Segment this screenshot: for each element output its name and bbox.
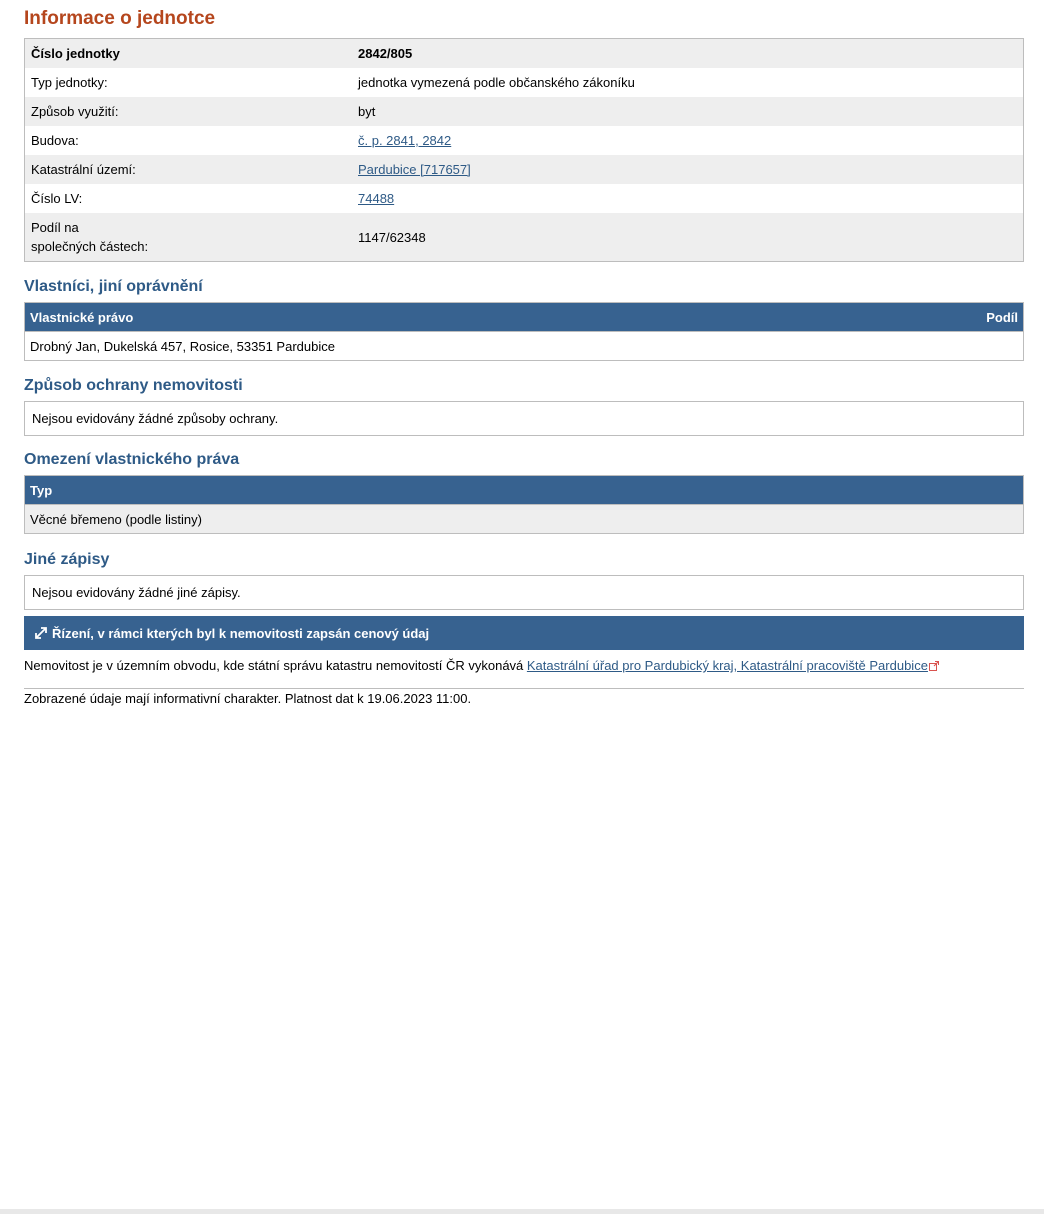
protection-box: [24, 401, 1024, 436]
info-value: 2842/805: [358, 46, 413, 61]
info-label: Způsob využití:: [31, 104, 119, 119]
column-header-type: Typ: [30, 482, 53, 498]
lv-number-link[interactable]: 74488: [358, 191, 395, 206]
restrictions-table-header: [25, 476, 1023, 505]
info-label: Katastrální území:: [31, 162, 136, 177]
cadastral-office-link[interactable]: Katastrální úřad pro Pardubický kraj, Katastrální pracoviště Pardubice: [526, 658, 928, 673]
expand-icon: [34, 626, 48, 640]
restrictions-table: [24, 475, 1024, 534]
owners-table-header: [25, 303, 1023, 332]
column-header-share: Podíl: [986, 309, 1018, 325]
info-label: Číslo LV:: [31, 191, 83, 206]
page-title: Informace o jednotce: [24, 8, 216, 29]
info-label: Typ jednotky:: [31, 75, 108, 90]
info-label: [25, 218, 358, 256]
owners-table: [24, 302, 1024, 361]
info-row-usage: [25, 97, 1023, 126]
info-value: jednotka vymezená podle občanského zákoníku: [358, 75, 635, 90]
owners-heading: Vlastníci, jiní oprávnění: [24, 278, 203, 295]
info-label: Budova:: [31, 133, 79, 148]
external-link-icon: [929, 659, 939, 669]
office-line: [24, 658, 1024, 674]
info-label-line: Podíl na: [31, 220, 79, 235]
protection-note: Nejsou evidovány žádné způsoby ochrany.: [32, 411, 279, 426]
other-records-note: Nejsou evidovány žádné jiné zápisy.: [32, 585, 241, 600]
info-label-line: společných částech:: [31, 239, 149, 254]
other-records-box: [24, 575, 1024, 610]
unit-info-table: [24, 38, 1024, 262]
info-value: byt: [358, 104, 376, 119]
proceedings-label: Řízení, v rámci kterých byl k nemovitosti zapsán cenový údaj: [52, 625, 430, 641]
info-row-cadastral-area: [25, 155, 1023, 184]
info-row-building: [25, 126, 1023, 155]
info-row-lv-number: [25, 184, 1023, 213]
divider: [24, 688, 1024, 689]
restrictions-heading: Omezení vlastnického práva: [24, 451, 240, 468]
proceedings-expander[interactable]: [24, 616, 1024, 650]
office-text: Nemovitost je v územním obvodu, kde státní správu katastru nemovitostí ČR vykonává: [24, 658, 527, 673]
info-row-unit-number: [25, 39, 1023, 68]
cadastral-area-link[interactable]: Pardubice [717657]: [358, 162, 471, 177]
protection-heading: Způsob ochrany nemovitosti: [24, 377, 243, 394]
info-label: Číslo jednotky: [31, 46, 120, 61]
info-value: 1147/62348: [358, 229, 426, 245]
info-row-unit-type: [25, 68, 1023, 97]
bottom-strip: [0, 1209, 1044, 1214]
building-link[interactable]: č. p. 2841, 2842: [358, 133, 452, 148]
owner-row: Drobný Jan, Dukelská 457, Rosice, 53351 Pardubice: [25, 332, 1023, 360]
other-records-heading: Jiné zápisy: [24, 551, 110, 568]
column-header-ownership-right: Vlastnické právo: [30, 309, 134, 325]
info-row-share: [25, 213, 1023, 261]
restriction-row: Věcné břemeno (podle listiny): [25, 505, 1023, 533]
disclaimer: Zobrazené údaje mají informativní charakter. Platnost dat k 19.06.2023 11:00.: [24, 691, 472, 706]
